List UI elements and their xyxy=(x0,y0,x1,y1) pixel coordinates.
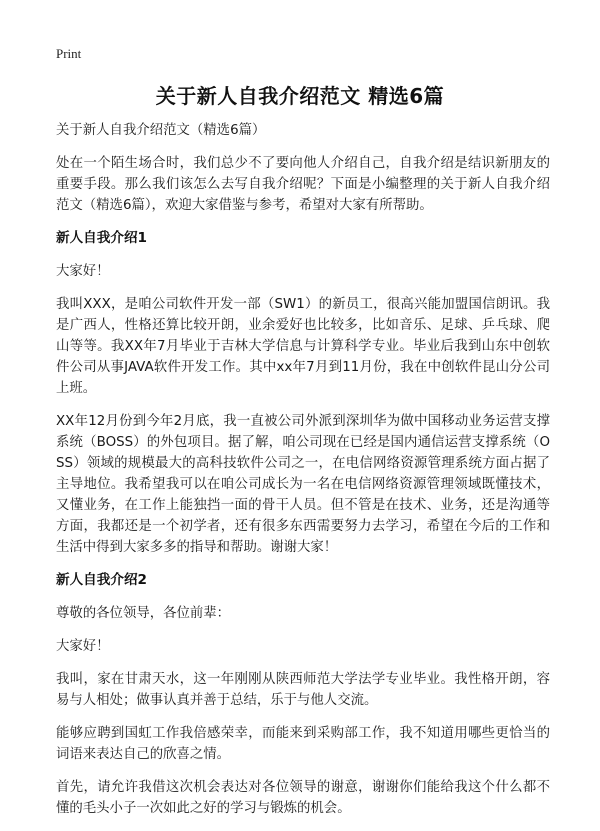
article-body xyxy=(56,120,550,831)
paragraph: 我叫，家在甘肃天水，这一年刚刚从陕西师范大学法学专业毕业。我性格开朗，容易与人相处；做事认真并善于总结，乐于与他人交流。 xyxy=(56,672,550,708)
paragraph: 能够应聘到国虹工作我倍感荣幸，而能来到采购部工作，我不知道用哪些更恰当的词语来表达自己的欣喜之情。 xyxy=(56,726,550,762)
paragraph: 我叫XXX，是咱公司软件开发一部（SW1）的新员工，很高兴能加盟国信朗讯。我是广西人，性格还算比较开朗，业余爱好也比较多，比如音乐、足球、乒乓球、爬山等等。我XX年7月毕业于吉林大学信息与计算科学专业。毕业后我到山东中创软件公司从事JAVA软件开发工作。其中xx年7月到11月份，我在中创软件昆山分公司上班。 xyxy=(56,297,550,396)
intro-paragraph: 处在一个陌生场合时，我们总少不了要向他人介绍自己，自我介绍是结识新朋友的重要手段。那么我们该怎么去写自我介绍呢？下面是小编整理的关于新人自我介绍范文（精选6篇），欢迎大家借鉴与参考，希望对大家有所帮助。 xyxy=(56,156,550,213)
section-heading-2: 新人自我介绍2 xyxy=(56,572,148,588)
page-title: 关于新人自我介绍范文 精选6篇 xyxy=(155,84,445,108)
paragraph: 尊敬的各位领导，各位前辈： xyxy=(56,606,231,621)
paragraph: 大家好！ xyxy=(56,639,110,654)
print-link[interactable]: Print xyxy=(56,46,82,61)
paragraph: 大家好！ xyxy=(56,264,110,279)
paragraph: 首先，请允许我借这次机会表达对各位领导的谢意，谢谢你们能给我这个什么都不懂的毛头小子一次如此之好的学习与锻炼的机会。 xyxy=(56,780,550,816)
section-heading-1: 新人自我介绍1 xyxy=(56,230,148,246)
article-subtitle: 关于新人自我介绍范文（精选6篇） xyxy=(56,123,266,138)
paragraph: XX年12月份到今年2月底，我一直被公司外派到深圳华为做中国移动业务运营支撑系统（BOSS）的外包项目。据了解，咱公司现在已经是国内通信运营支撑系统（OSS）领域的规模最大的高科技软件公司之一，在电信网络资源管理系统方面占据了主导地位。我希望我可以在咱公司成长为一名在电信网络资源管理领域既懂技术，又懂业务，在工作上能独挡一面的骨干人员。但不管是在技术、业务，还是沟通等方面，我都还是一个初学者，还有很多东西需要努力去学习，希望在今后的工作和生活中得到大家多多的指导和帮助。谢谢大家！ xyxy=(56,414,550,555)
